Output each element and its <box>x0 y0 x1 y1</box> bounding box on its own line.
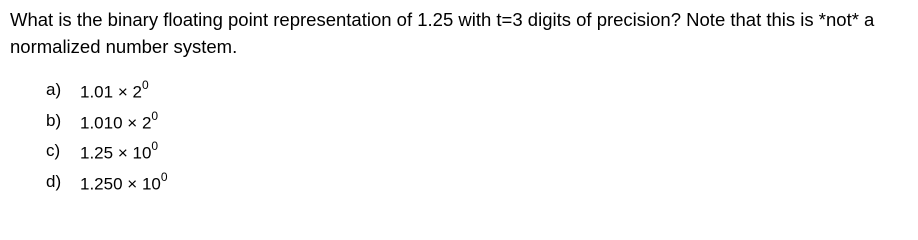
option-b <box>46 108 168 142</box>
option-expression <box>80 80 149 103</box>
times-sign: × <box>127 113 138 133</box>
option-letter: d) <box>46 171 62 191</box>
option-exponent: 0 <box>160 169 168 184</box>
times-sign: × <box>127 174 138 194</box>
option-base: 10 <box>141 174 161 194</box>
option-c <box>46 141 168 172</box>
option-exponent: 0 <box>141 78 149 92</box>
answer-options-list <box>46 80 168 202</box>
option-base: 2 <box>132 82 142 102</box>
option-mantissa: 1.25 <box>80 143 114 163</box>
option-mantissa: 1.250 <box>80 174 123 194</box>
option-expression <box>80 108 159 134</box>
times-sign: × <box>117 143 128 163</box>
option-letter: b) <box>46 110 62 130</box>
option-mantissa: 1.010 <box>80 113 123 133</box>
option-base: 2 <box>141 113 152 133</box>
option-a <box>46 80 168 111</box>
option-letter: a) <box>46 80 62 99</box>
option-exponent: 0 <box>151 139 159 153</box>
option-exponent: 0 <box>151 108 159 123</box>
option-d <box>46 169 168 203</box>
option-mantissa: 1.01 <box>80 82 114 102</box>
question-text: What is the binary floating point representation of 1.25 with t=3 digits of precision? Note that this is *not* a normalized number system. <box>10 9 875 57</box>
option-letter: c) <box>46 141 61 160</box>
option-expression <box>80 141 158 164</box>
option-expression <box>80 169 168 195</box>
option-base: 10 <box>132 143 152 163</box>
times-sign: × <box>117 82 128 102</box>
